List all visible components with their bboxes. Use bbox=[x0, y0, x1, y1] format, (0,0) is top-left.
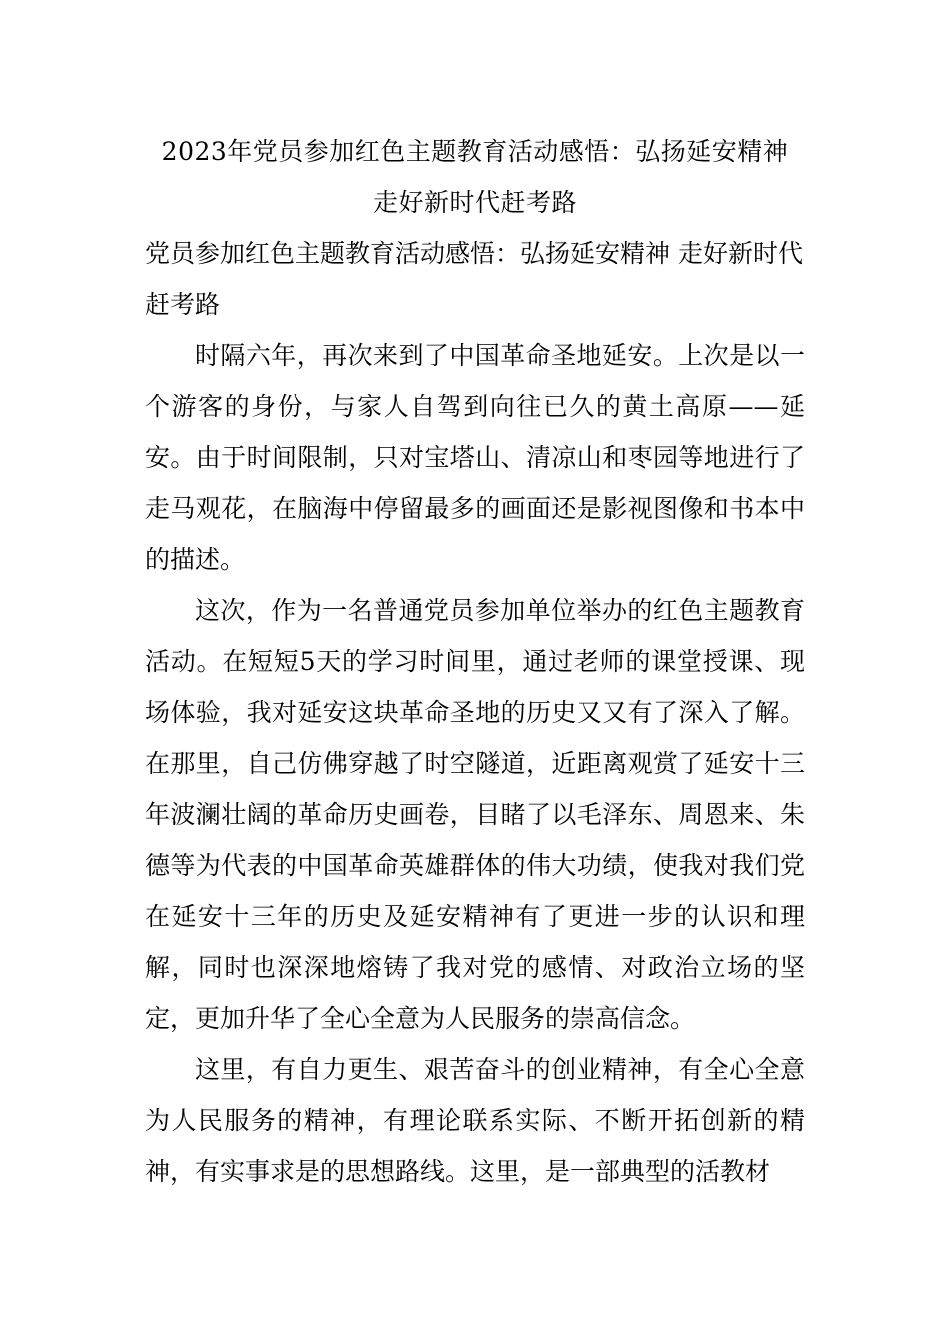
paragraph-2: 这次，作为一名普通党员参加单位举办的红色主题教育活动。在短短5天的学习时间里，通过老师的课堂授课、现场体验，我对延安这块革命圣地的历史又又有了深入了解。在那里，自己仿佛穿越了时空隧道，近距离观赏了延安十三年波澜壮阔的革命历史画卷，目睹了以毛泽东、周恩来、朱德等为代表的中国革命英雄群体的伟大功绩，使我对我们党在延安十三年的历史及延安精神有了更进一步的认识和理解，同时也深深地熔铸了我对党的感情、对政治立场的坚定，更加升华了全心全意为人民服务的崇高信念。 bbox=[145, 596, 805, 1033]
document-title bbox=[145, 126, 805, 228]
document-subtitle: 党员参加红色主题教育活动感悟：弘扬延安精神 走好新时代赶考路 bbox=[145, 239, 803, 319]
title-line-2: 走好新时代赶考路 bbox=[372, 188, 577, 217]
paragraph-1: 时隔六年，再次来到了中国革命圣地延安。上次是以一个游客的身份，与家人自驾到向往已久的黄土高原——延安。由于时间限制，只对宝塔山、清凉山和枣园等地进行了走马观花，在脑海中停留最多的画面还是影视图像和书本中的描述。 bbox=[145, 341, 805, 574]
paragraph-3: 这里，有自力更生、艰苦奋斗的创业精神，有全心全意为人民服务的精神，有理论联系实际、不断开拓创新的精神，有实事求是的思想路线。这里，是一部典型的活教材 bbox=[145, 1055, 805, 1186]
document-page bbox=[145, 126, 805, 1197]
title-line-1: 2023年党员参加红色主题教育活动感悟：弘扬延安精神 bbox=[161, 137, 789, 166]
